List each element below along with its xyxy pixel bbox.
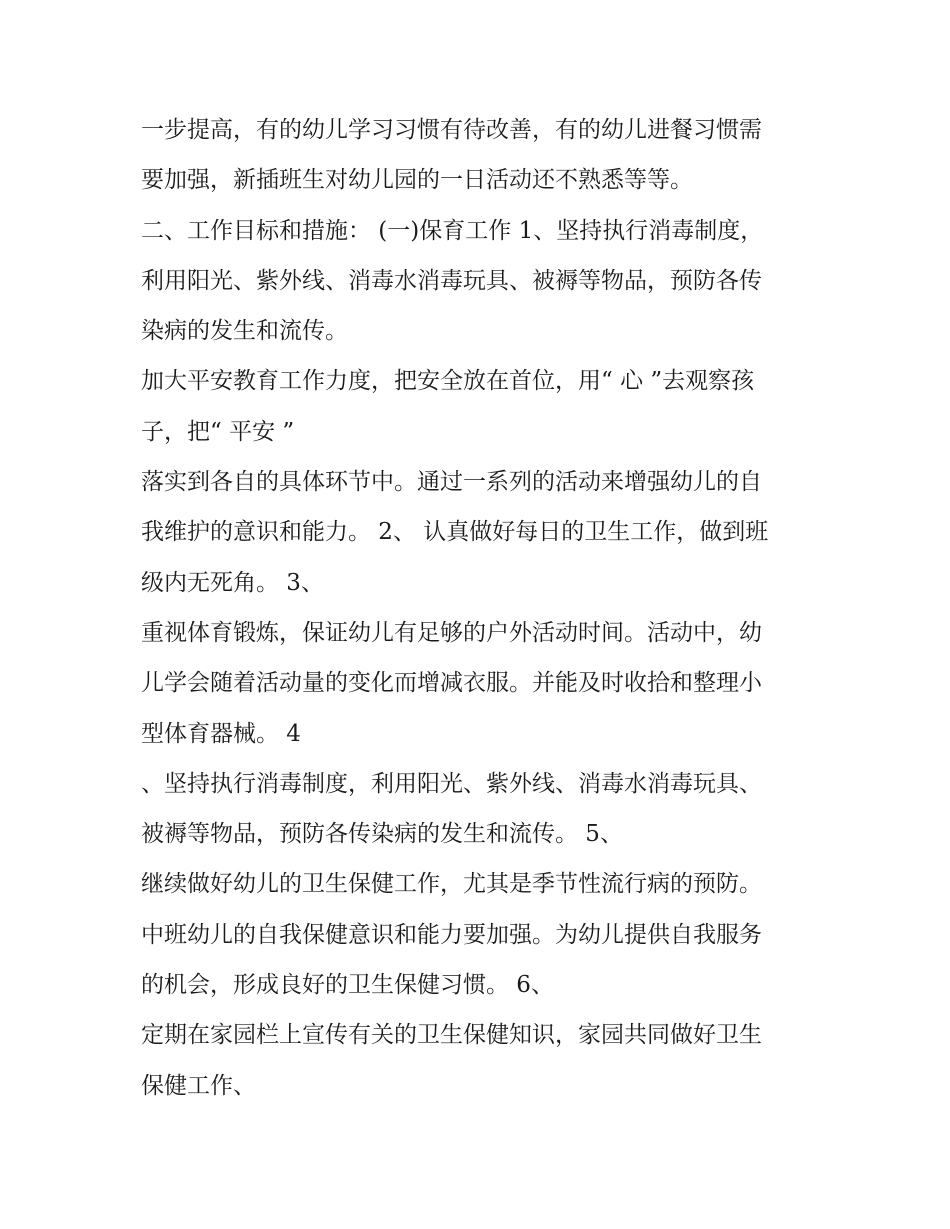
text-line: 二、工作目标和措施： (一)保育工作 1、坚持执行消毒制度， <box>141 217 764 244</box>
text-line: 要加强，新插班生对幼儿园的一日活动还不熟悉等等。 <box>141 167 693 194</box>
text-line: 儿学会随着活动量的变化而增减衣服。并能及时收拾和整理小 <box>141 670 762 697</box>
text-line: 继续做好幼儿的卫生保健工作，尤其是季节性流行病的预防。 <box>141 871 762 898</box>
text-line: 、坚持执行消毒制度，利用阳光、紫外线、消毒水消毒玩具、 <box>141 770 762 797</box>
text-line: 落实到各自的具体环节中。通过一系列的活动来增强幼儿的自 <box>141 469 762 496</box>
text-line: 级内无死角。 3、 <box>141 569 324 596</box>
text-line: 保健工作、 <box>141 1072 256 1099</box>
text-line: 中班幼儿的自我保健意识和能力要加强。为幼儿提供自我服务 <box>141 921 762 948</box>
text-line: 被褥等物品，预防各传染病的发生和流传。 5、 <box>141 821 623 848</box>
text-line: 一步提高，有的幼儿学习习惯有待改善，有的幼儿进餐习惯需 <box>141 117 762 143</box>
text-line: 我维护的意识和能力。 2、 认真做好每日的卫生工作，做到班 <box>141 519 769 546</box>
text-line: 染病的发生和流传。 <box>141 318 348 345</box>
text-line: 加大平安教育工作力度，把安全放在首位，用“ 心 ”去观察孩 <box>141 368 755 395</box>
text-line: 的机会，形成良好的卫生保健习惯。 6、 <box>141 972 554 999</box>
text-line: 重视体育锻炼，保证幼儿有足够的户外活动时间。活动中，幼 <box>141 619 762 646</box>
body-text <box>141 105 813 1111</box>
text-line: 定期在家园栏上宣传有关的卫生保健知识，家园共同做好卫生 <box>141 1022 762 1049</box>
text-line: 型体育器械。 4 <box>141 720 301 747</box>
text-line: 利用阳光、紫外线、消毒水消毒玩具、被褥等物品，预防各传 <box>141 267 762 294</box>
text-line: 子，把“ 平安 ” <box>141 418 295 445</box>
